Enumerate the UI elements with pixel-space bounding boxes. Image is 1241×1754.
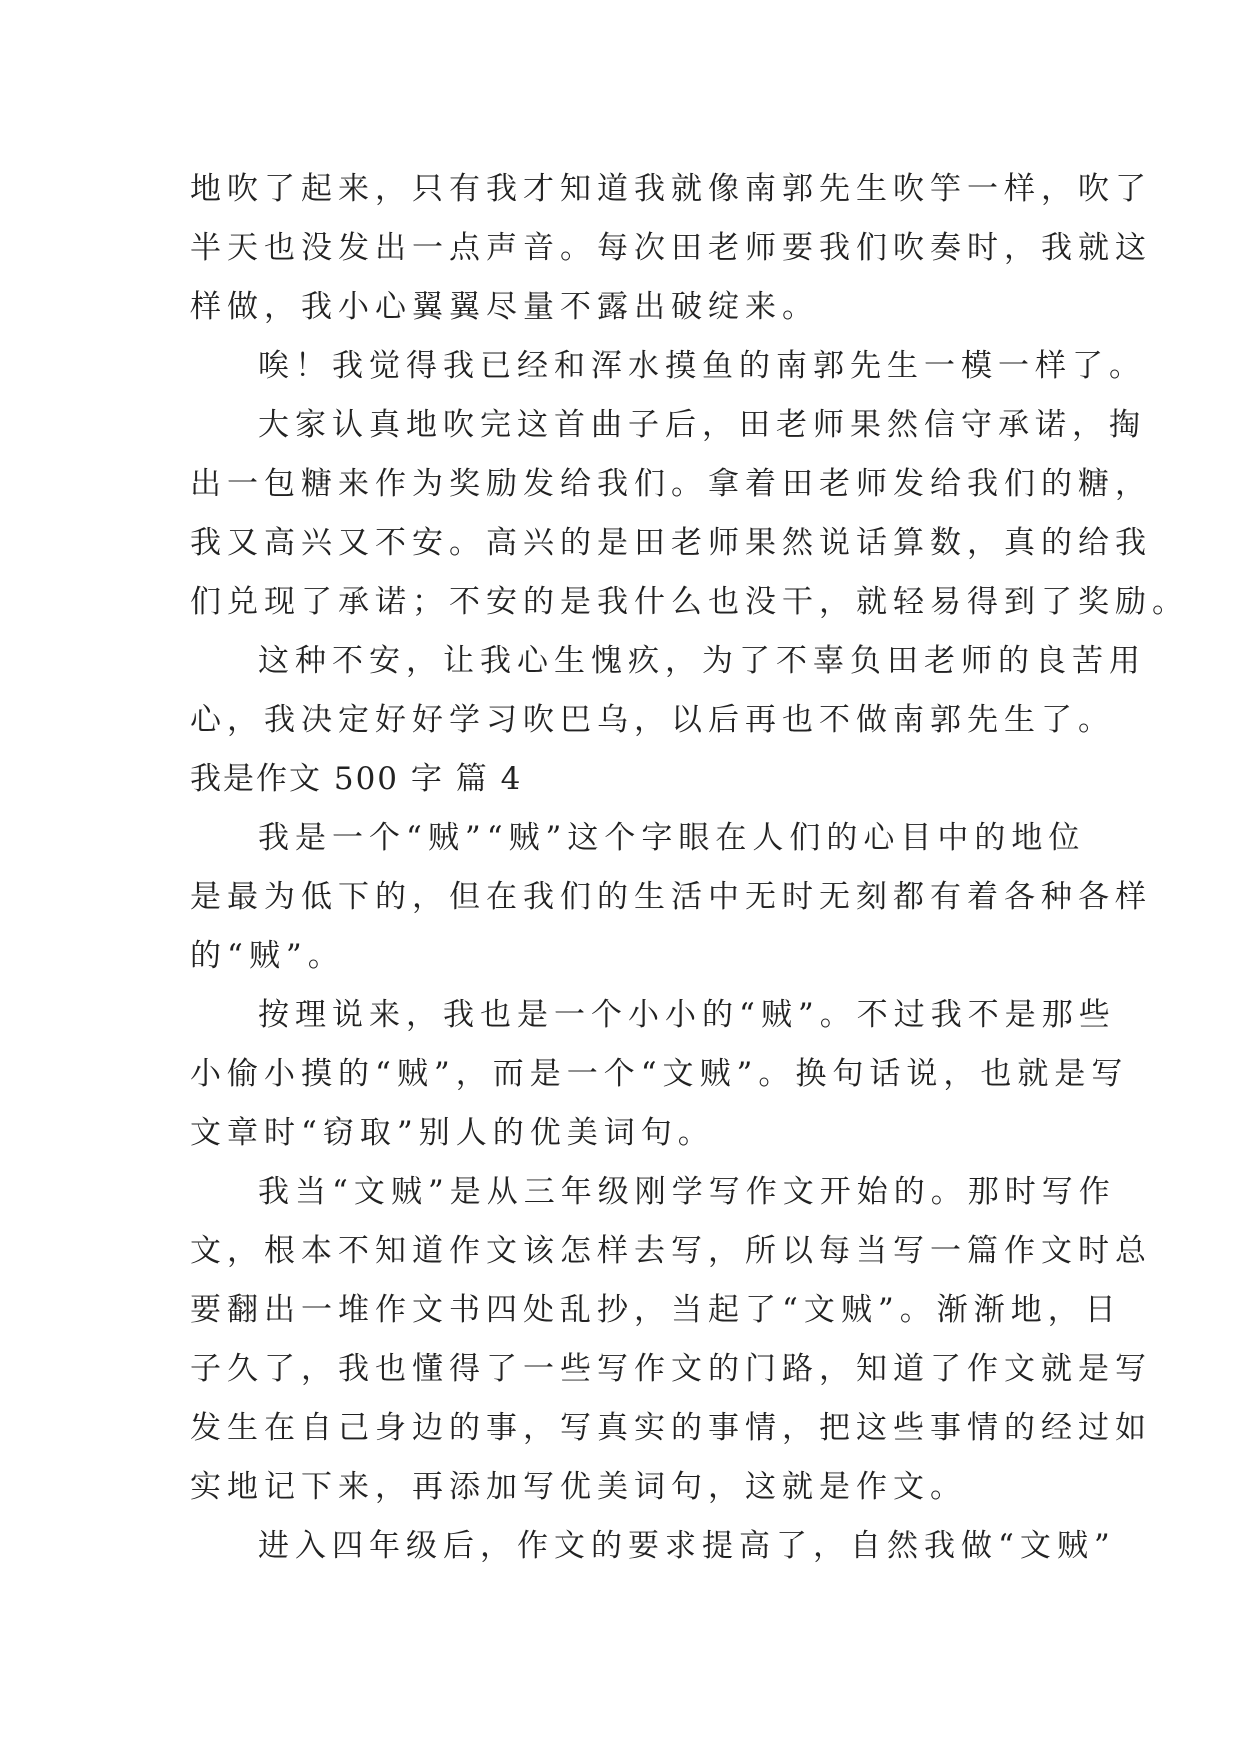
text-line: 是最为低下的，但在我们的生活中无时无刻都有着各种各样 <box>190 879 1152 915</box>
text-line: 文章时“窃取”别人的优美词句。 <box>190 1115 715 1151</box>
text-line: 半天也没发出一点声音。每次田老师要我们吹奏时，我就这 <box>190 230 1152 266</box>
text-line: 出一包糖来作为奖励发给我们。拿着田老师发给我们的糖， <box>190 466 1152 502</box>
text-line: 要翻出一堆作文书四处乱抄，当起了“文贼”。渐渐地，日 <box>190 1292 1122 1328</box>
text-line: 地吹了起来，只有我才知道我就像南郭先生吹竽一样，吹了 <box>190 171 1152 207</box>
text-line: 按理说来，我也是一个小小的“贼”。不过我不是那些 <box>258 997 1116 1033</box>
text-line: 实地记下来，再添加写优美词句，这就是作文。 <box>190 1469 967 1505</box>
text-line: 我当“文贼”是从三年级刚学写作文开始的。那时写作 <box>258 1174 1116 1210</box>
text-line: 文，根本不知道作文该怎样去写，所以每当写一篇作文时总 <box>190 1233 1152 1269</box>
text-line: 的“贼”。 <box>190 938 345 974</box>
text-line: 小偷小摸的“贼”，而是一个“文贼”。换句话说，也就是写 <box>190 1056 1129 1092</box>
text-line: 我是一个“贼”“贼”这个字眼在人们的心目中的地位 <box>258 820 1086 856</box>
text-line: 心，我决定好好学习吹巴乌，以后再也不做南郭先生了。 <box>190 702 1115 738</box>
text-line: 们兑现了承诺；不安的是我什么也没干，就轻易得到了奖励。 <box>190 584 1189 620</box>
section-heading: 我是作文 500 字 篇 4 <box>190 761 523 797</box>
text-line: 唉！我觉得我已经和浑水摸鱼的南郭先生一模一样了。 <box>258 348 1146 384</box>
text-line: 子久了，我也懂得了一些写作文的门路，知道了作文就是写 <box>190 1351 1152 1387</box>
document-body <box>190 160 1189 1576</box>
text-line: 样做，我小心翼翼尽量不露出破绽来。 <box>190 289 819 325</box>
text-line: 我又高兴又不安。高兴的是田老师果然说话算数，真的给我 <box>190 525 1152 561</box>
text-line: 发生在自己身边的事，写真实的事情，把这些事情的经过如 <box>190 1410 1152 1446</box>
text-line: 进入四年级后，作文的要求提高了，自然我做“文贼” <box>258 1528 1116 1564</box>
text-line: 这种不安，让我心生愧疚，为了不辜负田老师的良苦用 <box>258 643 1146 679</box>
text-line: 大家认真地吹完这首曲子后，田老师果然信守承诺，掏 <box>258 407 1146 443</box>
